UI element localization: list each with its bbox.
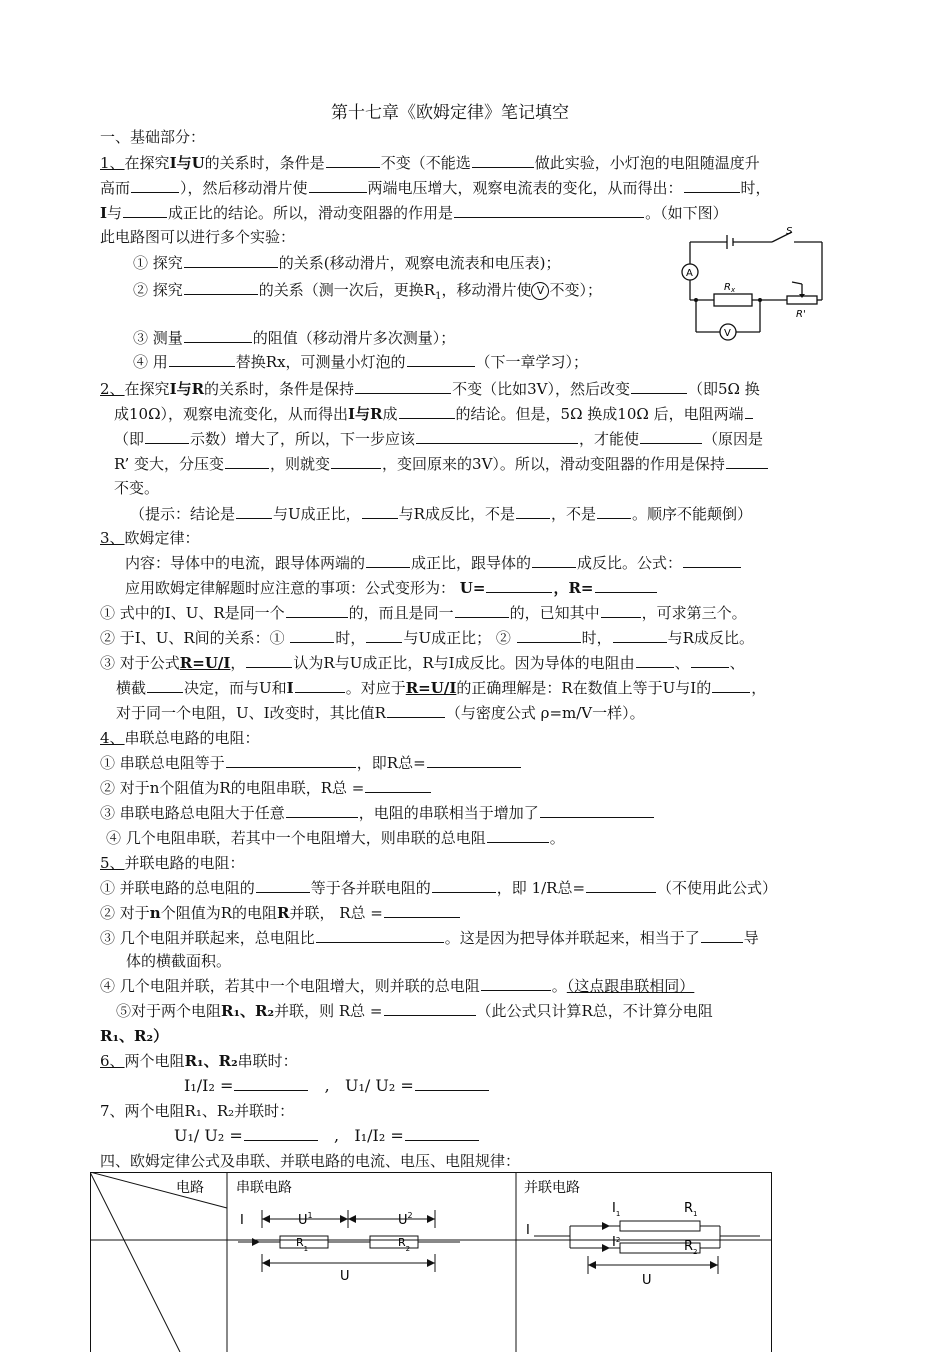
q4-item-1: ① 串联总电阻等于 ，即R总= xyxy=(100,752,522,774)
q1-number: 1、 xyxy=(100,154,125,172)
series-current-label: I xyxy=(240,1213,244,1228)
blank[interactable] xyxy=(326,153,380,168)
q4-item-3: ③ 串联电路总电阻大于任意 ，电阻的串联相当于增加了 xyxy=(100,802,655,824)
blank[interactable] xyxy=(601,603,641,618)
blank[interactable] xyxy=(145,429,189,444)
blank[interactable] xyxy=(691,653,729,668)
blank[interactable] xyxy=(365,778,431,793)
ohm-law-table xyxy=(90,1172,772,1352)
q1-line-4: 此电路图可以进行多个实验： xyxy=(100,228,296,246)
q5-heading: 5、并联电路的电阻： xyxy=(100,854,245,872)
circuit-diagram xyxy=(672,220,832,345)
blank[interactable] xyxy=(226,753,356,768)
blank[interactable] xyxy=(726,454,768,469)
series-r1-label: $R_1$ xyxy=(296,1236,309,1253)
q7-heading: 7、两个电阻R₁、R₂并联时： xyxy=(100,1102,295,1120)
q2-hint: （提示：结论是 与U成正比， 与R成反比，不是 ，不是 。顺序不能颠倒） xyxy=(130,505,752,523)
blank[interactable] xyxy=(486,578,552,593)
blank[interactable] xyxy=(286,603,348,618)
q1-item-2: ② 探究 的关系（测一次后，更换$R_1$，移动滑片使 V 不变）； xyxy=(133,281,602,302)
parallel-i1-label: $I_1$ xyxy=(612,1201,621,1218)
blank[interactable] xyxy=(225,454,269,469)
blank[interactable] xyxy=(432,878,496,893)
section-4-heading: 四、欧姆定律公式及串联、并联电路的电流、电压、电阻规律： xyxy=(100,1152,521,1170)
table-corner-label: 电路 xyxy=(176,1180,204,1196)
blank[interactable] xyxy=(454,203,644,218)
blank[interactable] xyxy=(636,653,674,668)
blank[interactable] xyxy=(516,504,550,519)
blank[interactable] xyxy=(532,553,576,568)
blank[interactable] xyxy=(309,178,367,193)
blank[interactable] xyxy=(595,578,657,593)
series-u1-label: $U^1$ xyxy=(298,1211,313,1228)
blank[interactable] xyxy=(256,878,310,893)
blank[interactable] xyxy=(366,553,410,568)
q1-item-4: ④ 用 替换Rx，可测量小灯泡的 （下一章学习）； xyxy=(133,353,589,371)
blank[interactable] xyxy=(290,628,334,643)
q4-heading: 4、串联总电路的电阻： xyxy=(100,729,260,747)
blank[interactable] xyxy=(384,903,460,918)
q3-heading: 3、欧姆定律： xyxy=(100,529,200,547)
blank[interactable] xyxy=(331,454,381,469)
blank[interactable] xyxy=(362,504,398,519)
blank[interactable] xyxy=(169,352,235,367)
parallel-r2-label: $R_2$ xyxy=(684,1239,698,1256)
blank[interactable] xyxy=(123,203,167,218)
q5-item-2: ② 对于n个阻值为R的电阻R并联， R总 = xyxy=(100,902,461,924)
series-total-voltage-label: U xyxy=(340,1269,350,1284)
blank[interactable] xyxy=(184,253,278,268)
q3-item-3-cont: 横截 决定，而与U和I 。对应于R=U/I的正确理解是：R在数值上等于U与I的 ， xyxy=(116,679,767,697)
q1-item-1: ① 探究 的关系(移动滑片，观察电流表和电压表)； xyxy=(133,254,561,272)
ammeter-label: A xyxy=(686,268,693,279)
parallel-total-voltage-label: U xyxy=(642,1273,652,1288)
q2-line-4: R’ 变大，分压变 ，则就变 ，变回原来的3V）。所以，滑动变阻器的作用是保持 xyxy=(114,453,769,475)
q5-item-5: ⑤对于两个电阻R₁、R₂并联，则 R总 = （此公式只计算R总，不计算分电阻 xyxy=(116,1002,713,1020)
q2-line-3: （即 示数）增大了，所以，下一步应该 ，才能使 （原因是 xyxy=(114,430,764,448)
q4-item-4: ④ 几个电阻串联，若其中一个电阻增大，则串联的总电阻 。 xyxy=(106,829,565,847)
blank[interactable] xyxy=(147,678,183,693)
blank[interactable] xyxy=(387,703,445,718)
q2-line-2: 成10Ω），观察电流变化，从而得出I与R成 的结论。但是，5Ω 换成10Ω 后，电阻两端 xyxy=(114,403,754,425)
q5-item-3: ③ 几个电阻并联起来，总电阻比 。这是因为把导体并联起来，相当于了 导 xyxy=(100,929,759,947)
resistor-rx-label: $R_x$ xyxy=(724,282,736,294)
q2-line-5: 不变。 xyxy=(114,479,160,497)
blank[interactable] xyxy=(745,404,753,419)
blank[interactable] xyxy=(184,328,252,343)
q6-ratios: I₁/I₂ = , U₁/ U₂ = xyxy=(184,1075,490,1097)
q1-line-1: 1、在探究I与U的关系时，条件是 不变（不能选 做此实验，小灯泡的电阻随温度升 xyxy=(100,154,760,172)
blank[interactable] xyxy=(355,379,451,394)
blank[interactable] xyxy=(366,628,402,643)
q3-item-2: ② 于I、U、R间的关系：① 时， 与U成正比； ② 时， 与R成反比。 xyxy=(100,629,754,647)
voltmeter-label: V xyxy=(724,328,731,339)
parallel-current-label: I xyxy=(526,1223,530,1238)
switch-label: S xyxy=(786,226,793,237)
blank[interactable] xyxy=(295,678,345,693)
q3-item-1: ① 式中的I、U、R是同一个 的，而且是同一 的，已知其中 ，可求第三个。 xyxy=(100,604,747,622)
blank[interactable] xyxy=(131,178,179,193)
blank[interactable] xyxy=(236,504,272,519)
blank[interactable] xyxy=(683,553,741,568)
q3-item-3-end: 对于同一个电阻，U、I改变时，其比值R （与密度公式 ρ=m/V一样）。 xyxy=(116,704,645,722)
q7-ratios: U₁/ U₂ = , I₁/I₂ = xyxy=(174,1125,480,1147)
blank[interactable] xyxy=(405,1126,479,1141)
blank[interactable] xyxy=(481,976,551,991)
blank[interactable] xyxy=(286,803,358,818)
blank[interactable] xyxy=(586,878,656,893)
blank[interactable] xyxy=(472,153,534,168)
q3-notes: 应用欧姆定律解题时应注意的事项：公式变形为： U= ，R= xyxy=(125,577,658,599)
blank[interactable] xyxy=(316,928,444,943)
blank[interactable] xyxy=(540,803,654,818)
series-u2-label: $U^2$ xyxy=(398,1211,413,1228)
blank[interactable] xyxy=(631,379,687,394)
q5-item-1: ① 并联电路的总电阻的 等于各并联电阻的 ，即 1/R总= （不使用此公式） xyxy=(100,879,778,897)
blank[interactable] xyxy=(597,504,631,519)
blank[interactable] xyxy=(517,628,581,643)
q5-item-3-cont: 体的横截面积。 xyxy=(126,952,232,970)
blank[interactable] xyxy=(184,280,258,295)
q3-content: 内容：导体中的电流，跟导体两端的 成正比，跟导体的 成反比。公式： xyxy=(125,552,742,574)
rheostat-label: R' xyxy=(796,309,806,320)
blank[interactable] xyxy=(427,753,521,768)
blank[interactable] xyxy=(244,1126,318,1141)
voltmeter-symbol: V xyxy=(531,282,549,300)
q1-line-3: I与 成正比的结论。所以，滑动变阻器的作用是 。（如下图） xyxy=(100,204,728,222)
q3-item-3: ③ 对于公式R=U/I， 认为R与U成正比，R与I成反比。因为导体的电阻由 、 、 xyxy=(100,654,745,672)
table-series-header: 串联电路 xyxy=(236,1180,292,1196)
q1-item-3: ③ 测量 的阻值（移动滑片多次测量）； xyxy=(133,329,456,347)
blank[interactable] xyxy=(416,429,578,444)
blank[interactable] xyxy=(701,928,743,943)
blank[interactable] xyxy=(246,653,292,668)
blank[interactable] xyxy=(234,1076,308,1091)
blank[interactable] xyxy=(399,404,455,419)
blank[interactable] xyxy=(407,352,475,367)
series-r2-label: $R_2$ xyxy=(398,1236,411,1253)
parallel-i2-label: $I^2$ xyxy=(612,1235,621,1250)
blank[interactable] xyxy=(712,678,750,693)
blank[interactable] xyxy=(640,429,702,444)
parallel-r1-label: $R_1$ xyxy=(684,1201,698,1218)
q4-item-2: ② 对于n个阻值为R的电阻串联，R总 = xyxy=(100,777,432,799)
q5-item-4: ④ 几个电阻并联，若其中一个电阻增大，则并联的总电阻 。（这点跟串联相同） xyxy=(100,977,695,995)
q2-line-1: 2、在探究I与R的关系时，条件是保持 不变（比如3V），然后改变 （即5Ω 换 xyxy=(100,380,760,398)
q1-line-2: 高而 ），然后移动滑片使 两端电压增大，观察电流表的变化，从而得出： 时， xyxy=(100,179,771,197)
blank[interactable] xyxy=(384,1001,476,1016)
blank[interactable] xyxy=(415,1076,489,1091)
blank[interactable] xyxy=(487,828,549,843)
blank[interactable] xyxy=(613,628,667,643)
q6-heading: 6、两个电阻R₁、R₂串联时： xyxy=(100,1052,298,1070)
page-title: 第十七章《欧姆定律》笔记填空 xyxy=(331,103,569,123)
blank[interactable] xyxy=(684,178,740,193)
section-basics-heading: 一、基础部分： xyxy=(100,128,206,146)
q5-item-5-cont: R₁、R₂） xyxy=(100,1027,169,1045)
table-parallel-header: 并联电路 xyxy=(524,1180,580,1196)
blank[interactable] xyxy=(455,603,509,618)
